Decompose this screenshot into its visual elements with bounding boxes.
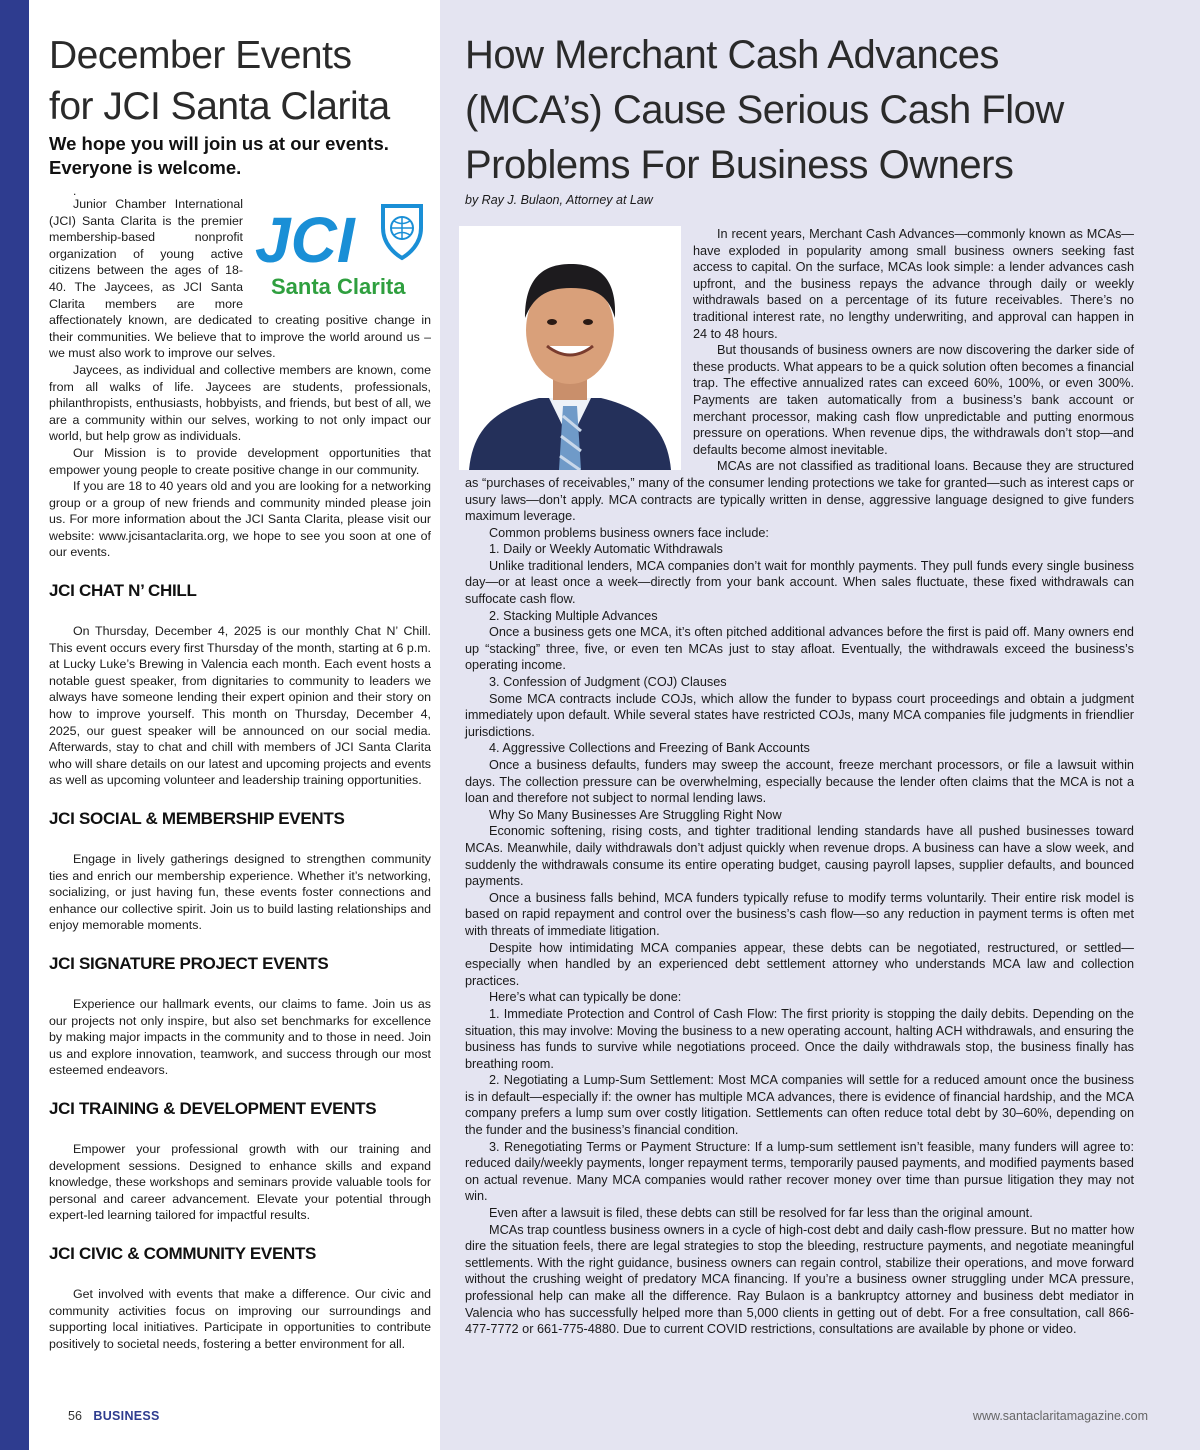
section-heading: JCI SIGNATURE PROJECT EVENTS <box>49 953 329 973</box>
article-paragraph: Here’s what can typically be done: <box>489 990 682 1005</box>
event-section-chat-n-chill <box>49 581 431 789</box>
stray-dot: . <box>73 184 77 198</box>
events-title-line2: for JCI Santa Clarita <box>49 85 390 128</box>
article-paragraph: Even after a lawsuit is filed, these debts can still be resolved for far less than the original amount. <box>489 1206 1033 1221</box>
globe-shield-icon <box>383 206 421 258</box>
event-section-social-membership <box>49 809 431 934</box>
article-body <box>465 226 1134 1338</box>
author-portrait <box>459 226 681 470</box>
intro-paragraph-1: Junior Chamber International (JCI) Santa Clarita is the premier membership-based nonprofit organization of young active citizens between the ages of 18-40. The Jaycees, as JCI Santa Clarita members are more affectionately known, are dedicated to creating positive change in their communities. We believe that to improve the world around us – we must also work to improve our selves. <box>49 197 431 361</box>
page-footer <box>68 1409 160 1423</box>
section-heading: JCI SOCIAL & MEMBERSHIP EVENTS <box>49 809 345 828</box>
article-paragraph: Once a business defaults, funders may sweep the account, freeze merchant processors, or file a lawsuit within days. The collection pressure can be overwhelming, especially because the lender often claims that the MCA is not a loan and therefore not subject to normal lending laws. <box>465 758 1134 806</box>
events-subtitle <box>49 132 431 180</box>
article-paragraph: 2. Negotiating a Lump-Sum Settlement: Most MCA companies will settle for a reduced amount once the business is in default—especially if: the owner has multiple MCA advances, there is evidence of financial hardship, and the MCA company prefers a lump sum over costly litigation. Settlements can often reduce total debt by 30–60%, depending on the funder and the business’s financial condition. <box>465 1073 1134 1138</box>
article-paragraph: MCAs trap countless business owners in a cycle of high-cost debt and daily cash-flow pressure. But no matter how dire the situation feels, there are legal strategies to stop the bleeding, restructure payments, and negotiate meaningful settlements. With the right guidance, business owners can regain control, stabilize their operations, and move forward without the crushing weight of predatory MCA financing. If you’re a business owner struggling under MCA pressure, professional help can make all the difference. Ray Bulaon is a bankruptcy attorney and business debt mediator in Valencia who has successfully helped more than 5,000 clients in getting out of debt. For a free consultation, call 866-477-7772 or 661-775-4880. Due to current COVID restrictions, consultations are available by phone or video. <box>465 1222 1134 1337</box>
article-paragraph: Unlike traditional lenders, MCA companies don’t wait for monthly payments. They pull funds every single business day—or at least once a week—directly from your bank account. When sales fluctuate, these fixed withdrawals can suffocate cash flow. <box>465 558 1134 607</box>
section-body: Empower your professional growth with our training and development sessions. Designed to enhance skills and expand knowledge, these workshops and seminars provide valuable tools for personal and career advancement. Elevate your potential through expert-led learning tailored for impactful results. <box>49 1141 431 1223</box>
logo-jci-text: JCI <box>255 204 355 276</box>
magazine-url: www.santaclaritamagazine.com <box>972 1409 1148 1423</box>
section-body: Get involved with events that make a difference. Our civic and community activities focus on improving our surroundings and supporting local initiatives. Participate in opportunities to contribute positively to societal needs, fostering a better environment for all. <box>49 1286 431 1351</box>
events-title-line1: December Events <box>49 34 352 77</box>
article-paragraph: Once a business gets one MCA, it’s often pitched additional advances before the first is paid off. Many owners end up “stacking” three, five, or even ten MCAs just to stay afloat. Eventually, the withdrawals exceed the business’s operating income. <box>465 625 1134 673</box>
article-subhead: 3. Confession of Judgment (COJ) Clauses <box>489 675 727 690</box>
section-body: On Thursday, December 4, 2025 is our monthly Chat N’ Chill. This event occurs every first Thursday of the month, starting at 6 p.m. at Lucky Luke’s Brewing in Valencia each month. Each event hosts a notable guest speaker, from dignitaries to community to leaders we always have someone lending their expert opinion and their story on how to improve yourself. This month on Thursday, December 4, 2025, our guest speaker will be announced on our social media. Afterwards, stay to chat and chill with members of JCI Santa Clarita who will share details on our latest and upcoming projects and events as well as upcoming volunteer and leadership training opportunities. <box>49 624 431 788</box>
event-section-signature-project <box>49 954 431 1079</box>
jci-santa-clarita-logo <box>251 200 431 308</box>
article-paragraph: Despite how intimidating MCA companies appear, these debts can be negotiated, restructured, or settled—especially when handled by an experienced debt settlement attorney who understands MCA law and collection practices. <box>465 940 1134 988</box>
page-number: 56 <box>68 1409 82 1423</box>
intro-paragraph-3: Our Mission is to provide development opportunities that empower young people to create positive change in our community. <box>49 445 431 477</box>
article-paragraph: Once a business falls behind, MCA funders typically refuse to modify terms voluntarily. Their entire risk model is based on rapid repayment and control over the business’s cash flow—so any reduction in payment terms is often met with threats of immediate litigation. <box>465 890 1134 938</box>
article-byline: by Ray J. Bulaon, Attorney at Law <box>465 193 653 207</box>
events-title <box>49 30 431 132</box>
events-subtitle-line2: Everyone is welcome. <box>49 157 242 178</box>
event-section-training-development <box>49 1099 431 1224</box>
section-label: BUSINESS <box>93 1409 160 1423</box>
article-subhead: Why So Many Businesses Are Struggling Right Now <box>489 807 782 822</box>
logo-santa-clarita-text: Santa Clarita <box>271 274 406 299</box>
article-subhead: 4. Aggressive Collections and Freezing of Bank Accounts <box>489 741 810 756</box>
article-paragraph: But thousands of business owners are now discovering the darker side of these products. What appears to be a quick solution often becomes a financial trap. The effective annualized rates can exceed 60%, 100%, or even 300%. Payments are taken automatically from a business’s bank account or merchant processor, making cash flow unpredictable and putting enormous pressure on operations. When revenue dips, the withdrawals don’t stop—and defaults become almost inevitable. <box>693 343 1134 457</box>
article-paragraph: 1. Immediate Protection and Control of Cash Flow: The first priority is stopping the daily debits. Depending on the situation, this may involve: Moving the business to a new operating account, halting ACH withdrawals, and ensuring the business has funds to survive while negotiations proceed. Once the daily withdrawals stop, the business finally has breathing room. <box>465 1006 1134 1071</box>
events-column <box>49 30 431 1352</box>
article-subhead: 2. Stacking Multiple Advances <box>489 608 658 623</box>
page-edge-bar <box>0 0 29 1450</box>
article-paragraph: 3. Renegotiating Terms or Payment Structure: If a lump-sum settlement isn’t feasible, many funders will agree to: reduced daily/weekly payments, longer repayment terms, temporarily paused payments, and modified payments based on actual revenue. Many MCA companies would rather recover money over time than pursue litigation they may not win. <box>465 1139 1134 1204</box>
article-paragraph: In recent years, Merchant Cash Advances—commonly known as MCAs—have exploded in popularity among small business owners seeking fast access to capital. On the surface, MCAs look simple: a lender advances cash upfront, and the business repays the advance through daily or weekly withdrawals based on a percentage of its future receivables. There’s no traditional interest rate, no lengthy underwriting, and approval can happen in 24 to 48 hours. <box>693 227 1134 341</box>
article-title <box>465 28 1134 193</box>
article-paragraph: Some MCA contracts include COJs, which allow the funder to bypass court proceedings and obtain a judgment immediately upon default. While several states have restricted COJs, many MCA companies file judgments in friendlier jurisdictions. <box>465 691 1134 739</box>
article-paragraph: MCAs are not classified as traditional loans. Because they are structured as “purchases of receivables,” many of the consumer lending protections we take for granted—such as interest caps or usury laws—don’t apply. MCA contracts are typically written in dense, aggressive language designed to give funders maximum leverage. <box>465 459 1134 524</box>
intro-text <box>49 196 431 561</box>
article-title-line2: (MCA’s) Cause Serious Cash Flow <box>465 88 1064 132</box>
section-body: Experience our hallmark events, our claims to fame. Join us as our projects not only inspire, but also set benchmarks for excellence by making major impacts in the community and to those in need. Join us and explore innovation, teamwork, and success through our most esteemed endeavors. <box>49 996 431 1078</box>
article-title-line1: How Merchant Cash Advances <box>465 33 999 77</box>
events-subtitle-line1: We hope you will join us at our events. <box>49 133 389 154</box>
section-heading: JCI CIVIC & COMMUNITY EVENTS <box>49 1243 317 1263</box>
section-heading: JCI TRAINING & DEVELOPMENT EVENTS <box>49 1098 377 1118</box>
intro-paragraph-4: If you are 18 to 40 years old and you are looking for a networking group or a group of new friends and community minded please join us. For more information about the JCI Santa Clarita, please visit our website: www.jcisantaclarita.org, we hope to see you soon at one of our events. <box>49 479 431 560</box>
section-heading: JCI CHAT N’ CHILL <box>49 581 197 601</box>
article-column <box>465 28 1134 1338</box>
event-section-civic-community <box>49 1244 431 1352</box>
article-subhead: 1. Daily or Weekly Automatic Withdrawals <box>489 542 723 557</box>
intro-paragraph-2: Jaycees, as individual and collective members are known, come from all walks of life. Jaycees are students, professionals, philanthropists, enthusiasts, hobbyists, and friends, but best of all, we are a community within our selves, working to not only impact our world, but help grow as individuals. <box>49 362 431 444</box>
article-paragraph: Common problems business owners face include: <box>489 525 769 540</box>
article-paragraph: Economic softening, rising costs, and tighter traditional lending standards have all pushed businesses toward MCAs. Meanwhile, daily withdrawals don’t adjust quickly when revenue drops. A business can have a slow week, and suddenly the withdrawals consume its entire operating budget, causing payroll lapses, supplier defaults, and bounced payments. <box>465 824 1134 889</box>
article-title-line3: Problems For Business Owners <box>465 143 1014 187</box>
section-body: Engage in lively gatherings designed to strengthen community ties and enrich our membership experience. Whether it’s networking, socializing, or just having fun, these events foster connections and enhance our collective spirit. Join us to build lasting relationships and enjoy memorable moments. <box>49 852 431 933</box>
